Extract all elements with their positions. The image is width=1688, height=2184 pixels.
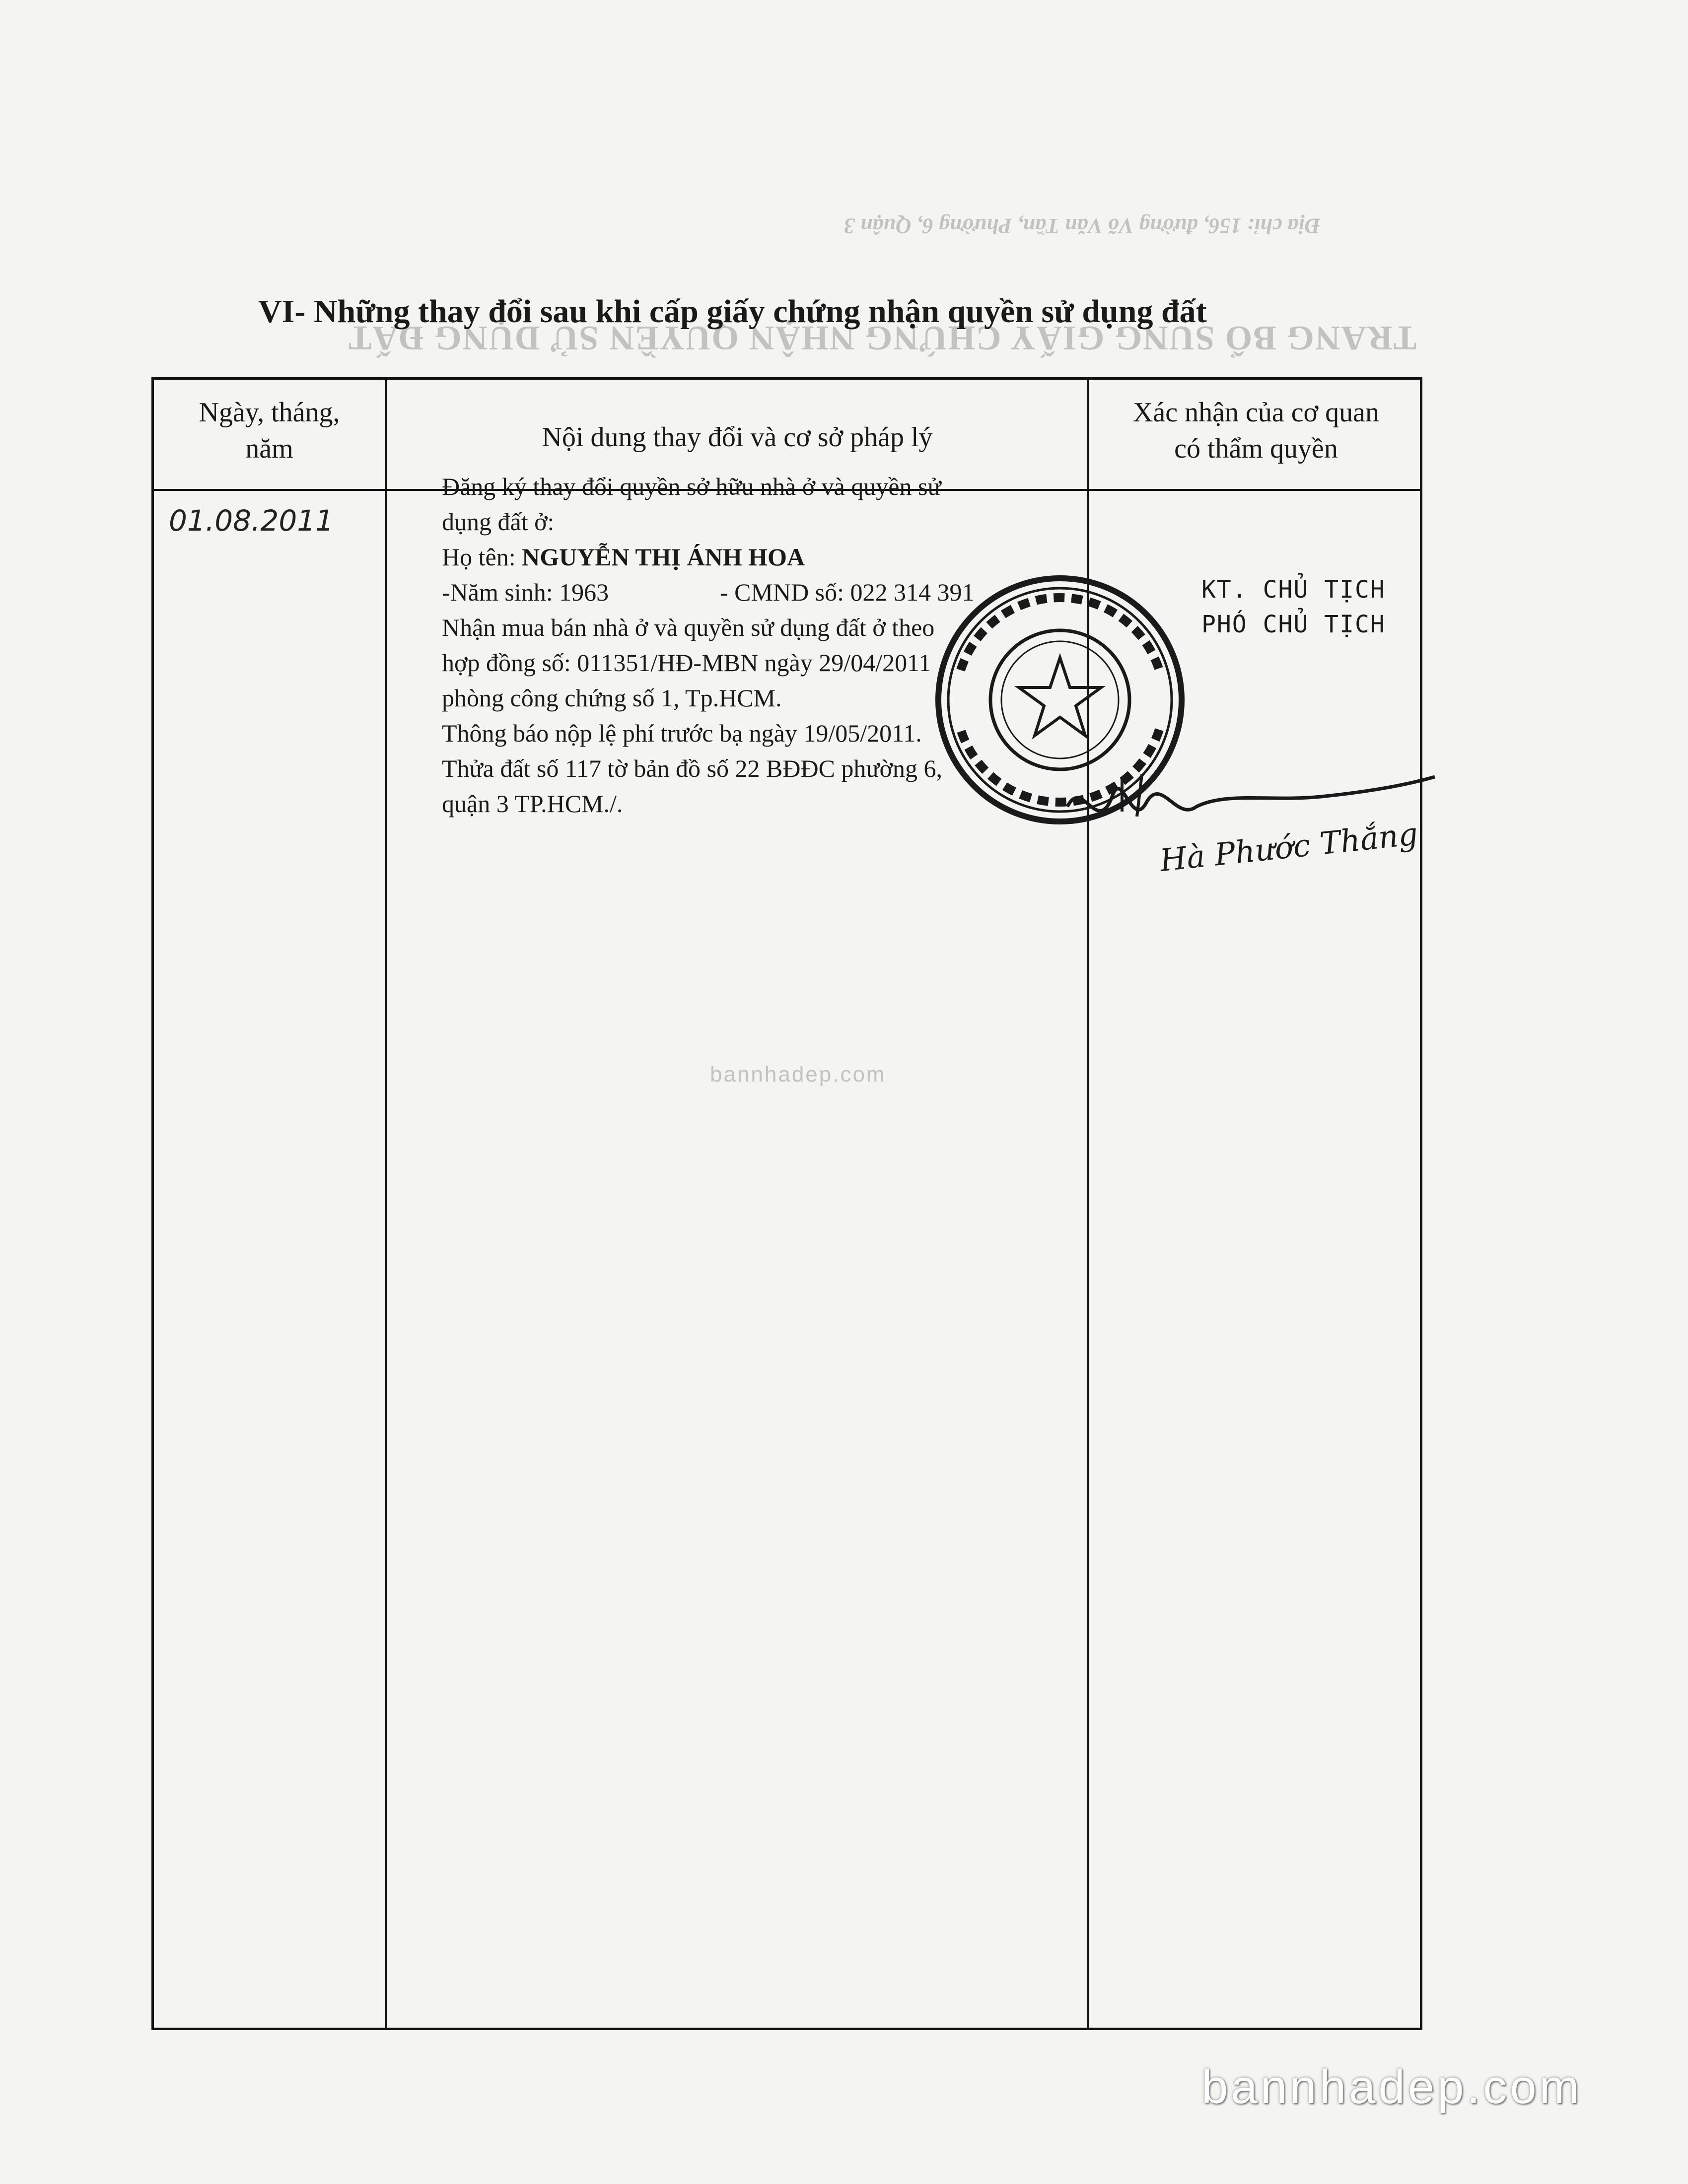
bleed-through-address: Địa chỉ: 156, đường Võ Văn Tần, Phường 6, Quận 3: [844, 214, 1321, 238]
section-title: VI- Những thay đổi sau khi cấp giấy chứng nhận quyền sử dụng đất: [258, 293, 1207, 330]
header-confirmation-line: Xác nhận của cơ quan: [1132, 397, 1380, 428]
content-line: dụng đất ở:: [442, 508, 555, 536]
owner-name: NGUYỄN THỊ ÁNH HOA: [522, 543, 805, 571]
header-content: Nội dung thay đổi và cơ sở pháp lý: [542, 422, 933, 453]
signer-name: Hà Phước Thắng: [1158, 815, 1420, 879]
header-date: [154, 395, 385, 467]
header-date-line: năm: [245, 433, 293, 464]
content-line: Thông báo nộp lệ phí trước bạ ngày 19/05/2011.: [442, 719, 922, 747]
id-number: - CMND số: 022 314 391: [720, 578, 975, 606]
header-date-line: Ngày, tháng,: [199, 397, 340, 428]
watermark-footer: bannhadep.com: [1201, 2060, 1582, 2114]
birth-year: -Năm sinh: 1963: [442, 578, 609, 606]
changes-table: [151, 377, 1422, 2030]
content-line: phòng công chứng số 1, Tp.HCM.: [442, 684, 782, 712]
column-divider: [385, 380, 387, 2028]
content-line: Thửa đất số 117 tờ bản đồ số 22 BĐĐC phường 6,: [442, 754, 942, 782]
owner-name-label: Họ tên:: [442, 543, 516, 571]
entry-date: 01.08.2011: [169, 504, 334, 538]
watermark: bannhadep.com: [710, 1062, 886, 1087]
signer-title-line1: KT. CHỦ TỊCH: [1201, 576, 1386, 604]
content-line: Nhận mua bán nhà ở và quyền sử dụng đất ở theo: [442, 614, 935, 641]
header-confirmation-line: có thẩm quyền: [1174, 433, 1338, 464]
owner-row: [442, 540, 1087, 575]
header-confirmation: [1090, 395, 1422, 467]
content-line: Đăng ký thay đổi quyền sở hữu nhà ở và quyền sử: [442, 473, 941, 500]
signer-title-line2: PHÓ CHỦ TỊCH: [1201, 611, 1386, 638]
bleed-through-title: TRANG BỔ SUNG GIẤY CHỨNG NHẬN QUYỀN SỬ DỤNG ĐẤT: [348, 319, 1417, 357]
content-line: hợp đồng số: 011351/HĐ-MBN ngày 29/04/2011: [442, 649, 931, 677]
content-line: quận 3 TP.HCM./.: [442, 790, 623, 818]
